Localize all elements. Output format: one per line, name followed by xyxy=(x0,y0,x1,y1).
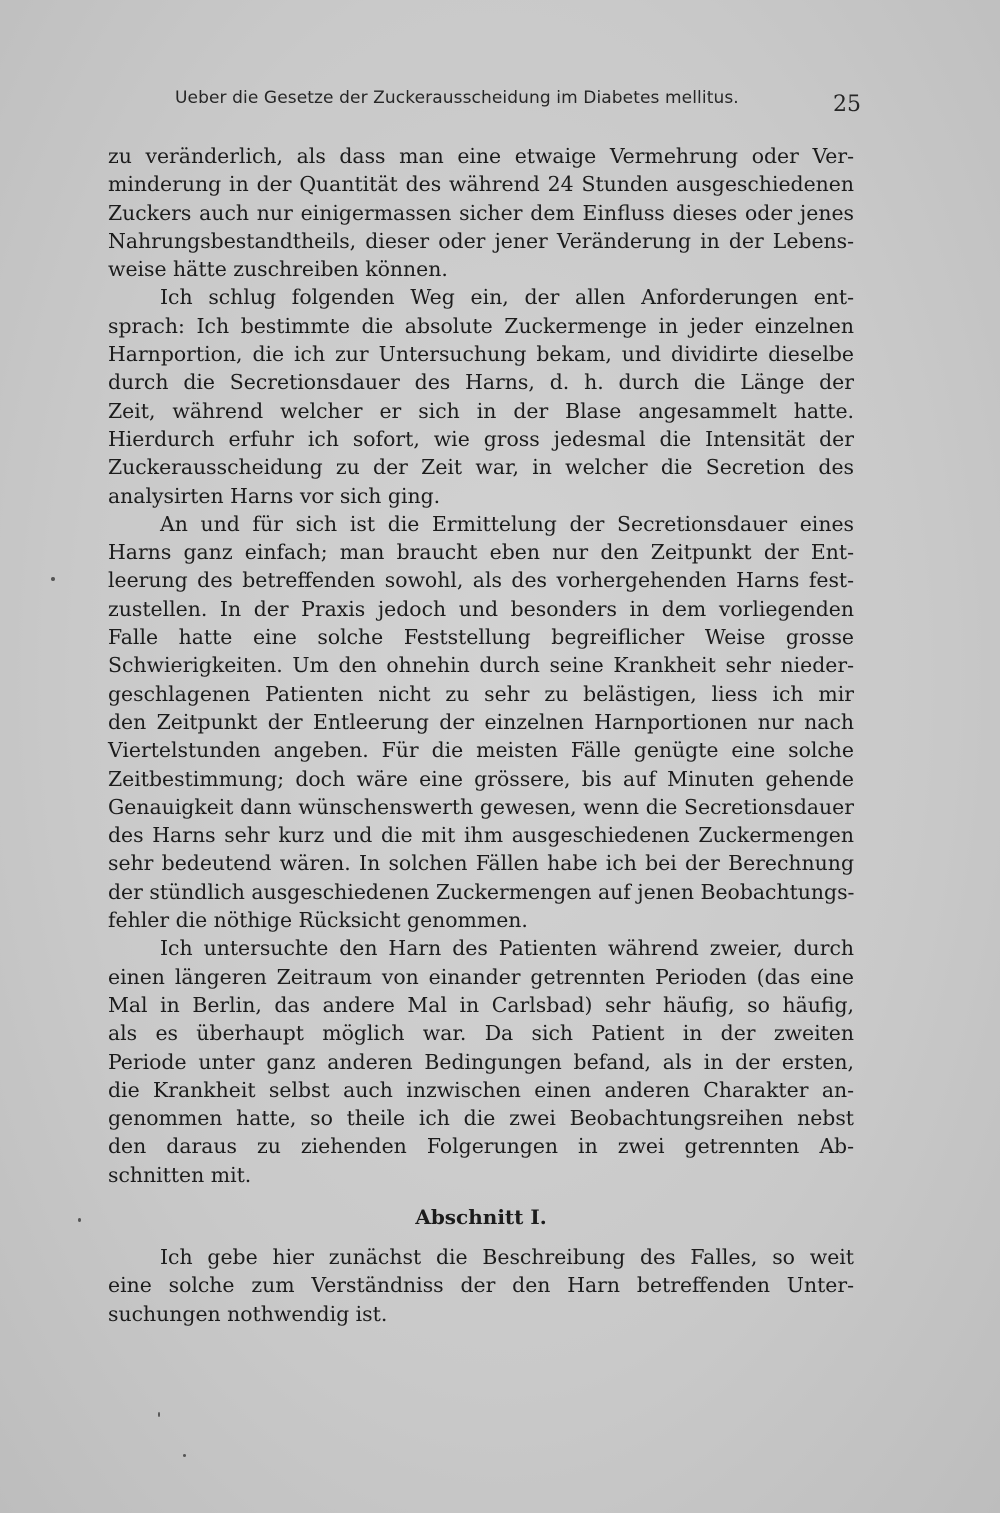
print-speck xyxy=(51,577,55,581)
text-line: Ich schlug folgenden Weg ein, der allen Anforderungen ent- xyxy=(160,285,854,310)
text-line: genommen hatte, so theile ich die zwei Beobachtungsreihen nebst xyxy=(108,1106,854,1131)
text-line: sehr bedeutend wären. In solchen Fällen habe ich bei der Berechnung xyxy=(108,851,854,876)
text-line: Harnportion, die ich zur Untersuchung bekam, und dividirte dieselbe xyxy=(108,342,854,367)
text-line: minderung in der Quantität des während 24 Stunden ausgeschiedenen xyxy=(108,172,854,197)
page-header xyxy=(175,88,861,120)
text-line: der stündlich ausgeschiedenen Zuckermengen auf jenen Beobachtungs- xyxy=(108,879,855,904)
body-text xyxy=(108,142,854,1328)
text-line: Genauigkeit dann wünschenswerth gewesen, wenn die Secretionsdauer xyxy=(108,794,854,819)
text-line: Mal in Berlin, das andere Mal in Carlsbad) sehr häufig, so häufig, xyxy=(108,992,854,1017)
text-line: des Harns sehr kurz und die mit ihm ausgeschiedenen Zuckermengen xyxy=(108,823,854,848)
text-line: Zeitbestimmung; doch wäre eine grössere, bis auf Minuten gehende xyxy=(108,766,854,791)
text-line: einen längeren Zeitraum von einander getrennten Perioden (das eine xyxy=(108,964,854,989)
text-line: als es überhaupt möglich war. Da sich Patient in der zweiten xyxy=(108,1021,854,1046)
print-speck xyxy=(183,1454,186,1457)
text-line: Hierdurch erfuhr ich sofort, wie gross jedesmal die Intensität der xyxy=(108,426,854,451)
text-line: Viertelstunden angeben. Für die meisten Fälle genügte eine solche xyxy=(108,738,854,763)
section-heading: Abschnitt I. xyxy=(415,1204,547,1229)
text-line: analysirten Harns vor sich ging. xyxy=(108,483,441,508)
print-speck xyxy=(158,1412,160,1417)
text-line: durch die Secretionsdauer des Harns, d. h. durch die Länge der xyxy=(108,370,854,395)
text-line: suchungen nothwendig ist. xyxy=(108,1301,388,1326)
text-line: zu veränderlich, als dass man eine etwaige Vermehrung oder Ver- xyxy=(108,144,854,168)
text-line: sprach: Ich bestimmte die absolute Zuckermenge in jeder einzelnen xyxy=(108,313,854,338)
text-line: Periode unter ganz anderen Bedingungen befand, als in der ersten, xyxy=(108,1049,854,1074)
print-speck xyxy=(78,1218,81,1222)
text-line: den Zeitpunkt der Entleerung der einzelnen Harnportionen nur nach xyxy=(108,709,854,734)
text-line: Zuckers auch nur einigermassen sicher dem Einfluss dieses oder jenes xyxy=(108,200,854,225)
text-line: Zuckerausscheidung zu der Zeit war, in welcher die Secretion des xyxy=(108,455,854,480)
text-line: zustellen. In der Praxis jedoch und besonders in dem vorliegenden xyxy=(108,596,854,621)
text-line: An und für sich ist die Ermittelung der Secretionsdauer eines xyxy=(160,511,854,536)
text-line: eine solche zum Verständniss der den Harn betreffenden Unter- xyxy=(108,1273,854,1298)
text-line: Schwierigkeiten. Um den ohnehin durch seine Krankheit sehr nieder- xyxy=(108,653,854,678)
text-line: Ich untersuchte den Harn des Patienten während zweier, durch xyxy=(160,936,854,961)
text-line: fehler die nöthige Rücksicht genommen. xyxy=(108,908,528,933)
text-line: Zeit, während welcher er sich in der Blase angesammelt hatte. xyxy=(108,398,854,423)
text-line: Ich gebe hier zunächst die Beschreibung des Falles, so weit xyxy=(160,1244,854,1269)
text-line: den daraus zu ziehenden Folgerungen in zwei getrennten Ab- xyxy=(108,1134,854,1159)
text-line: die Krankheit selbst auch inzwischen einen anderen Charakter an- xyxy=(108,1077,854,1102)
text-line: weise hätte zuschreiben können. xyxy=(108,257,448,282)
text-line: geschlagenen Patienten nicht zu sehr zu belästigen, liess ich mir xyxy=(108,681,854,706)
text-line: Falle hatte eine solche Feststellung begreiflicher Weise grosse xyxy=(108,625,854,650)
page-number: 25 xyxy=(833,92,861,117)
running-title: Ueber die Gesetze der Zuckerausscheidung im Diabetes mellitus. xyxy=(175,88,739,108)
text-line: Harns ganz einfach; man braucht eben nur den Zeitpunkt der Ent- xyxy=(108,540,854,565)
text-line: schnitten mit. xyxy=(108,1162,252,1187)
text-line: leerung des betreffenden sowohl, als des vorhergehenden Harns fest- xyxy=(108,568,854,593)
text-line: Nahrungsbestandtheils, dieser oder jener Veränderung in der Lebens- xyxy=(108,228,854,253)
